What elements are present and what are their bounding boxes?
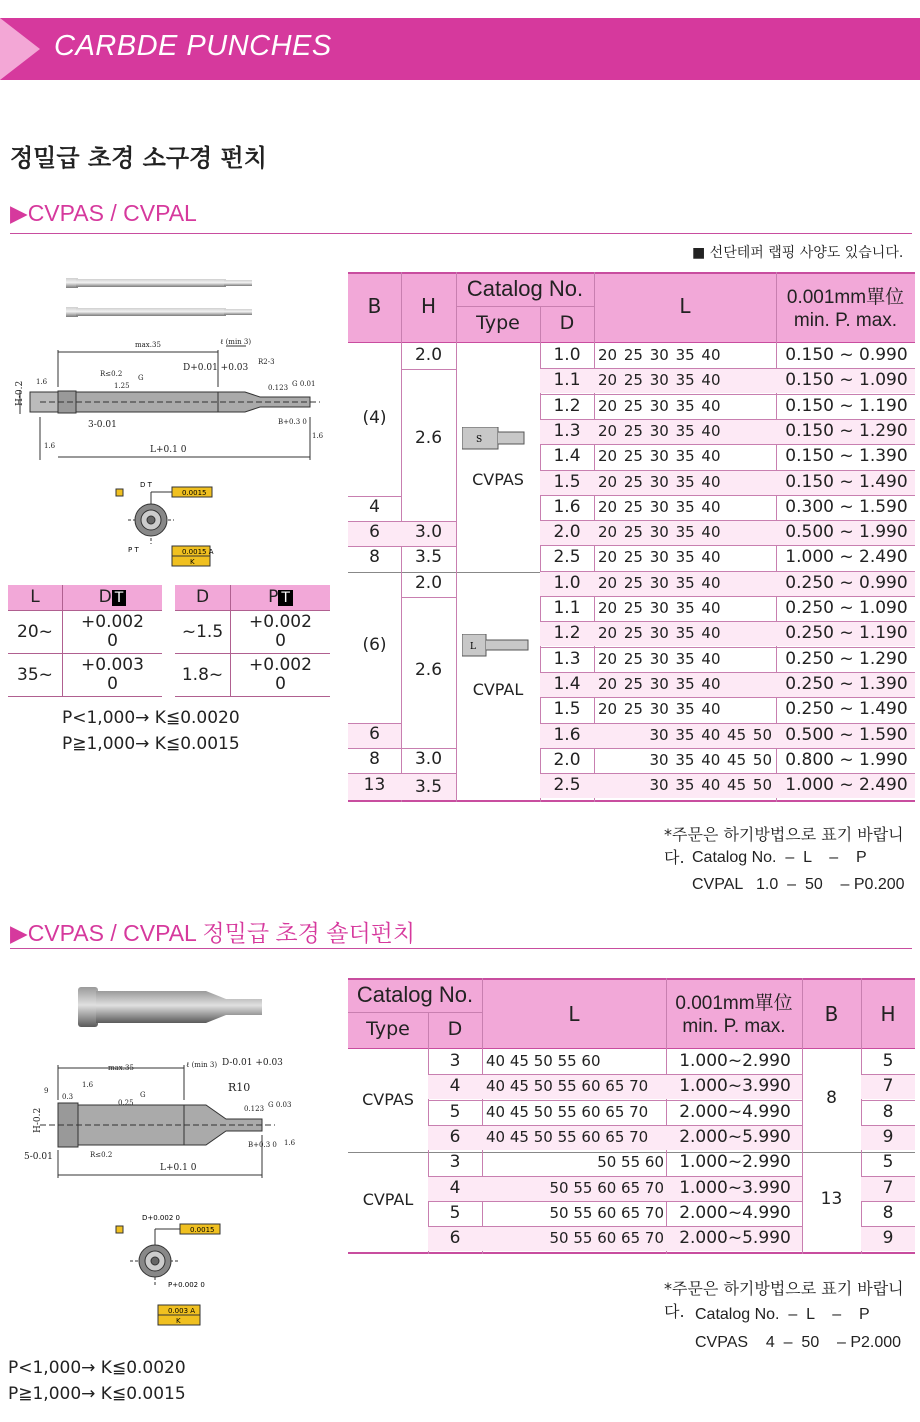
p-cell: 0.250 ~ 1.290 [785,648,908,669]
col-b-header: B [367,294,382,318]
col-p-header-2: min. P. max. [793,310,898,331]
l-cell: 20 25 30 35 40 [598,624,721,643]
d-cell: 4 [449,1076,461,1097]
h-cell: 8 [882,1202,894,1223]
l-cell: 50 55 60 65 70 [549,1229,664,1248]
table-row [540,368,915,393]
d-cell: 1.0 [553,345,581,365]
l-cell: 20 25 30 35 40 [598,649,721,668]
k-rule-2: P≧1,000→ K≦0.0015 [62,734,240,754]
d-cell: 6 [449,1126,461,1147]
b-cell: 6 [369,724,380,744]
b-value-cvpal: 13 [820,1189,843,1209]
dim-0123: 0.123 [268,384,289,392]
section1-technical-drawing [0,262,340,582]
col-catalog-header: Catalog No. [466,276,584,301]
dim-nine: 9 [44,1087,49,1095]
table-row [540,647,915,672]
d-cell: 2.0 [553,749,581,770]
tol-d2-header: D [175,585,231,610]
l-cell: 40 45 50 55 60 65 70 [486,1077,649,1096]
d-cell: 5 [449,1101,461,1122]
table-row [540,470,915,495]
p-cell: 0.250 ~ 0.990 [785,572,908,593]
dim-g001: G 0.01 [292,380,316,388]
col-h-header: H [880,1002,896,1026]
h-cell: 7 [882,1076,894,1097]
tol-l-cell: 35~ [17,664,53,685]
b-cell: 4 [369,497,380,517]
b-cell: 8 [369,547,380,567]
col-b-header: B [824,1002,839,1026]
d-cell: 1.5 [553,471,581,492]
col-l-header: L [679,294,691,318]
table-row [428,1176,915,1201]
l-cell: 50 55 60 [597,1153,664,1172]
d-cell: 3 [449,1152,461,1173]
tol-d-cell: +0.002 0 [63,610,163,653]
col-type-header: Type [476,312,520,334]
end-view-tol1: 0.0015 [182,489,207,497]
dim-16c: 1.6 [312,432,324,440]
col-h-header: H [420,294,437,318]
table-row [540,748,915,773]
dim-025: 0.25 [118,1099,134,1107]
h-cell: 3.0 [414,749,443,769]
dim-16b: 1.6 [44,442,56,450]
dim-r10: R10 [228,1081,251,1094]
d-cell: 5 [449,1202,461,1223]
end-view-diagram [116,481,214,566]
order-example-2: CVPAS 4 – 50 – P2.000 [695,1334,902,1351]
section1-note: ■ 선단테퍼 랩핑 사양도 있습니다. [692,245,904,261]
type-cvpas: CVPAS [362,1090,414,1109]
section2-title: ▶CVPAS / CVPAL 정밀급 초경 숄더펀치 [10,920,416,946]
t-badge: T [112,590,127,606]
punch-photo [66,278,252,317]
tolerance-table-d [175,585,330,697]
h-cell: 3.5 [414,777,443,797]
h-cell: 9 [882,1126,894,1147]
l-cell: 20 25 30 35 40 [598,674,721,693]
l-cell: 40 45 50 55 60 [486,1052,601,1070]
section2-main-table [348,978,915,1254]
l-cell: 30 35 40 45 50 [649,776,772,795]
dim-0123: 0.123 [244,1105,265,1113]
end-view-dtol: D+0.002 0 [142,1214,180,1222]
tol-d-header: D T [63,585,163,610]
icon-s-label: S [476,435,483,445]
b-cell: 13 [363,775,386,795]
end-view-ptol: P+0.002 0 [168,1281,205,1289]
p-cell: 0.250 ~ 1.190 [785,623,908,644]
col-type-header: Type [366,1018,410,1040]
dim-l-tol: L+0.1 0 [150,445,187,455]
table-row [540,596,915,621]
end-view-tol1: 0.0015 [190,1226,215,1234]
table-row [428,1049,915,1074]
h-cell: 5 [882,1051,894,1071]
p-cell: 1.000~3.990 [679,1177,791,1198]
header-tab-decoration [0,18,40,80]
shoulder-punch-photo [78,987,262,1027]
end-view-pt: P T [128,546,139,554]
dim-five: 5-0.01 [24,1152,53,1162]
table-row [540,394,915,419]
dim-d-tol: D-0.01 +0.03 [222,1058,283,1068]
d-cell: 1.2 [553,395,581,416]
dim-r23: R2-3 [258,358,275,366]
end-view-dt: D T [140,481,152,489]
col-p-header-1: 0.001mm單位 [786,287,905,308]
d-cell: 6 [449,1228,461,1249]
table-row [540,419,915,444]
dim-b-tol: B+0.3 0 [278,418,307,426]
order-example-1: CVPAL 1.0 – 50 – P0.200 [692,876,905,893]
d-cell: 1.4 [553,446,581,467]
d-cell: 1.3 [553,648,581,669]
l-cell: 20 25 30 35 40 [598,523,721,542]
dim-lmin: ℓ (min 3) [220,338,252,346]
dim-three: 3-0.01 [88,420,117,430]
d-cell: 1.3 [553,420,581,441]
k-rule-1b: P<1,000→ K≦0.0020 [8,1358,186,1378]
b-cell: 6 [369,522,380,542]
dim-16a: 1.6 [36,378,48,386]
dim-03: 0.3 [62,1093,74,1101]
col-d-header: D [447,1018,463,1040]
type-cvpas: CVPAS [472,470,524,489]
tol-l-header: L [8,585,63,610]
order-format-2: Catalog No. – L – P [695,1306,870,1323]
b-value-cvpas: 8 [826,1088,837,1108]
icon-l-label: L [470,642,476,652]
section1-divider [10,233,912,234]
l-cell: 20 25 30 35 40 [598,700,721,719]
p-cell: 2.000~4.990 [679,1202,791,1223]
dim-g: G [138,374,144,382]
p-cell: 0.150 ~ 1.490 [785,471,908,492]
side-view-diagram [20,346,320,460]
table-row [540,773,915,798]
p-cell: 2.000~5.990 [679,1126,791,1147]
dim-h: H-0.2 [33,1107,43,1133]
d-cell: 1.1 [553,370,581,391]
t-badge: T [278,590,293,606]
p-cell: 0.500 ~ 1.990 [785,522,908,543]
p-cell: 2.000~4.990 [679,1101,791,1122]
p-cell: 0.250 ~ 1.390 [785,673,908,694]
table-row [540,444,915,469]
l-cell: 40 45 50 55 60 65 70 [486,1127,649,1146]
table-row [540,621,915,646]
dim-max: max.35 [108,1064,134,1072]
d-cell: 1.0 [553,572,581,593]
l-cell: 20 25 30 35 40 [598,421,721,440]
h-cell: 5 [882,1152,894,1173]
p-cell: 0.150 ~ 1.090 [785,370,908,391]
order-note-1: *주문은 하기방법으로 표기 바랍니다. [664,825,904,867]
l-cell: 50 55 60 65 70 [549,1178,664,1197]
p-cell: 1.000~3.990 [679,1076,791,1097]
d-cell: 1.4 [553,673,581,694]
dim-lmin: ℓ (min 3) [186,1061,218,1069]
table-row [540,343,915,368]
h-cell: 2.0 [414,573,443,593]
k-rule-2b: P≧1,000→ K≦0.0015 [8,1384,186,1404]
table-row [540,520,915,545]
dim-b-tol: B+0.3 0 [248,1141,277,1149]
p-cell: 1.000~2.990 [679,1051,791,1071]
k-rule-1: P<1,000→ K≦0.0020 [62,708,240,728]
p-cell: 1.000 ~ 2.490 [785,547,908,568]
b-cell: (6) [362,635,387,655]
table-row [428,1074,915,1099]
order-format-1: Catalog No. – L – P [692,849,867,866]
l-cell: 20 25 30 35 40 [598,371,721,390]
b-cell: (4) [362,408,387,428]
dim-16b: 1.6 [284,1139,296,1147]
p-cell: 0.500 ~ 1.590 [785,724,908,745]
h-cell: 7 [882,1177,894,1198]
h-cell: 3.0 [414,522,443,542]
dim-d-tol: D+0.01 +0.03 [183,363,249,373]
l-cell: 30 35 40 45 50 [649,725,772,744]
section1-main-table [348,272,915,802]
end-view-tol2: 0.003 A [168,1307,196,1315]
page-title: 정밀급 초경 소구경 펀치 [10,144,267,172]
h-cell: 2.0 [414,345,443,365]
dim-l-tol: L+0.1 0 [160,1163,197,1173]
h-cell: 3.5 [414,547,443,567]
section1-title: ▶CVPAS / CVPAL [10,200,197,226]
p-cell: 0.150 ~ 1.390 [785,446,908,467]
cvpas-shape-icon [462,427,532,451]
dim-r02: R≤0.2 [100,370,123,378]
end-view-k: K [190,558,195,566]
tol-p-header: P T [231,585,331,610]
col-p-header-1: 0.001mm單位 [675,993,793,1014]
l-cell: 20 25 30 35 40 [598,599,721,617]
l-cell: 20 25 30 35 40 [598,472,721,491]
table-row [428,1201,915,1226]
d-cell: 1.1 [553,598,581,618]
tol-p-cell: +0.002 0 [231,653,331,696]
p-cell: 1.000~2.990 [679,1152,791,1173]
table-row [428,1125,915,1150]
h-cell: 9 [882,1228,894,1249]
table-row [428,1226,915,1251]
dim-h: H-0.2 [15,380,25,406]
l-cell: 20 25 30 35 40 [598,396,721,415]
table-row [540,723,915,748]
tol-d2-cell: 1.8~ [181,664,224,685]
p-cell: 0.150 ~ 0.990 [785,345,908,365]
b-cell: 8 [369,749,380,769]
dim-g003: G 0.03 [268,1101,292,1109]
p-cell: 0.150 ~ 1.290 [785,420,908,441]
d-cell: 1.6 [553,496,581,517]
h-cell: 2.6 [414,428,443,448]
tol-d-cell: +0.003 0 [63,653,163,696]
d-cell: 1.2 [553,623,581,644]
p-cell: 0.150 ~ 1.190 [785,395,908,416]
dim-16a: 1.6 [82,1081,94,1089]
h-cell: 2.6 [414,660,443,680]
l-cell: 20 25 30 35 40 [598,447,721,466]
l-cell: 30 35 40 45 50 [649,750,772,769]
table-row [540,672,915,697]
col-catalog-header: Catalog No. [356,982,474,1007]
col-d-header: D [559,312,575,334]
section2-divider [10,948,912,949]
type-cvpal: CVPAL [472,680,524,699]
d-cell: 2.5 [553,775,581,796]
l-cell: 20 25 30 35 40 [598,346,721,364]
table-row [540,571,915,596]
type-cvpal: CVPAL [362,1190,414,1209]
end-view-tol2: 0.0015 A [182,548,214,556]
tol-l-cell: 20~ [17,621,53,642]
l-cell: 40 45 50 55 60 65 70 [486,1102,649,1121]
table-row [540,697,915,722]
p-cell: 0.800 ~ 1.990 [785,749,908,770]
end-view-diagram [116,1214,220,1325]
d-cell: 1.5 [553,699,581,720]
p-cell: 0.250 ~ 1.090 [785,598,908,618]
tol-p-cell: +0.002 0 [231,610,331,653]
order-note-2: *주문은 하기방법으로 표기 바랍니다. [664,1279,904,1321]
d-cell: 2.5 [553,547,581,568]
table-row [428,1100,915,1125]
dim-g: G [140,1091,146,1099]
dim-r02: R≤0.2 [90,1151,113,1159]
l-cell: 50 55 60 65 70 [549,1203,664,1222]
l-cell: 20 25 30 35 40 [598,548,721,567]
d-cell: 4 [449,1177,461,1198]
section2-technical-drawing [0,975,340,1335]
d-cell: 2.0 [553,522,581,543]
l-cell: 20 25 30 35 40 [598,497,721,516]
header-title: CARBDE PUNCHES [54,30,332,62]
p-cell: 0.250 ~ 1.490 [785,699,908,720]
dim-max: max.35 [135,341,161,349]
l-cell: 20 25 30 35 40 [598,573,721,592]
col-l-header: L [568,1002,580,1026]
tol-d2-cell: ~1.5 [181,621,224,642]
p-cell: 0.300 ~ 1.590 [785,496,908,517]
tolerance-table-l [8,585,162,697]
table-row [428,1150,915,1175]
p-cell: 2.000~5.990 [679,1228,791,1249]
table-row [540,495,915,520]
d-cell: 1.6 [553,724,581,745]
cvpal-shape-icon [462,634,532,658]
d-cell: 3 [449,1051,461,1071]
table-row [540,545,915,570]
dim-125: 1.25 [114,382,130,390]
p-cell: 1.000 ~ 2.490 [785,775,908,796]
col-p-header-2: min. P. max. [682,1016,786,1037]
end-view-k: K [176,1317,181,1325]
h-cell: 8 [882,1101,894,1122]
